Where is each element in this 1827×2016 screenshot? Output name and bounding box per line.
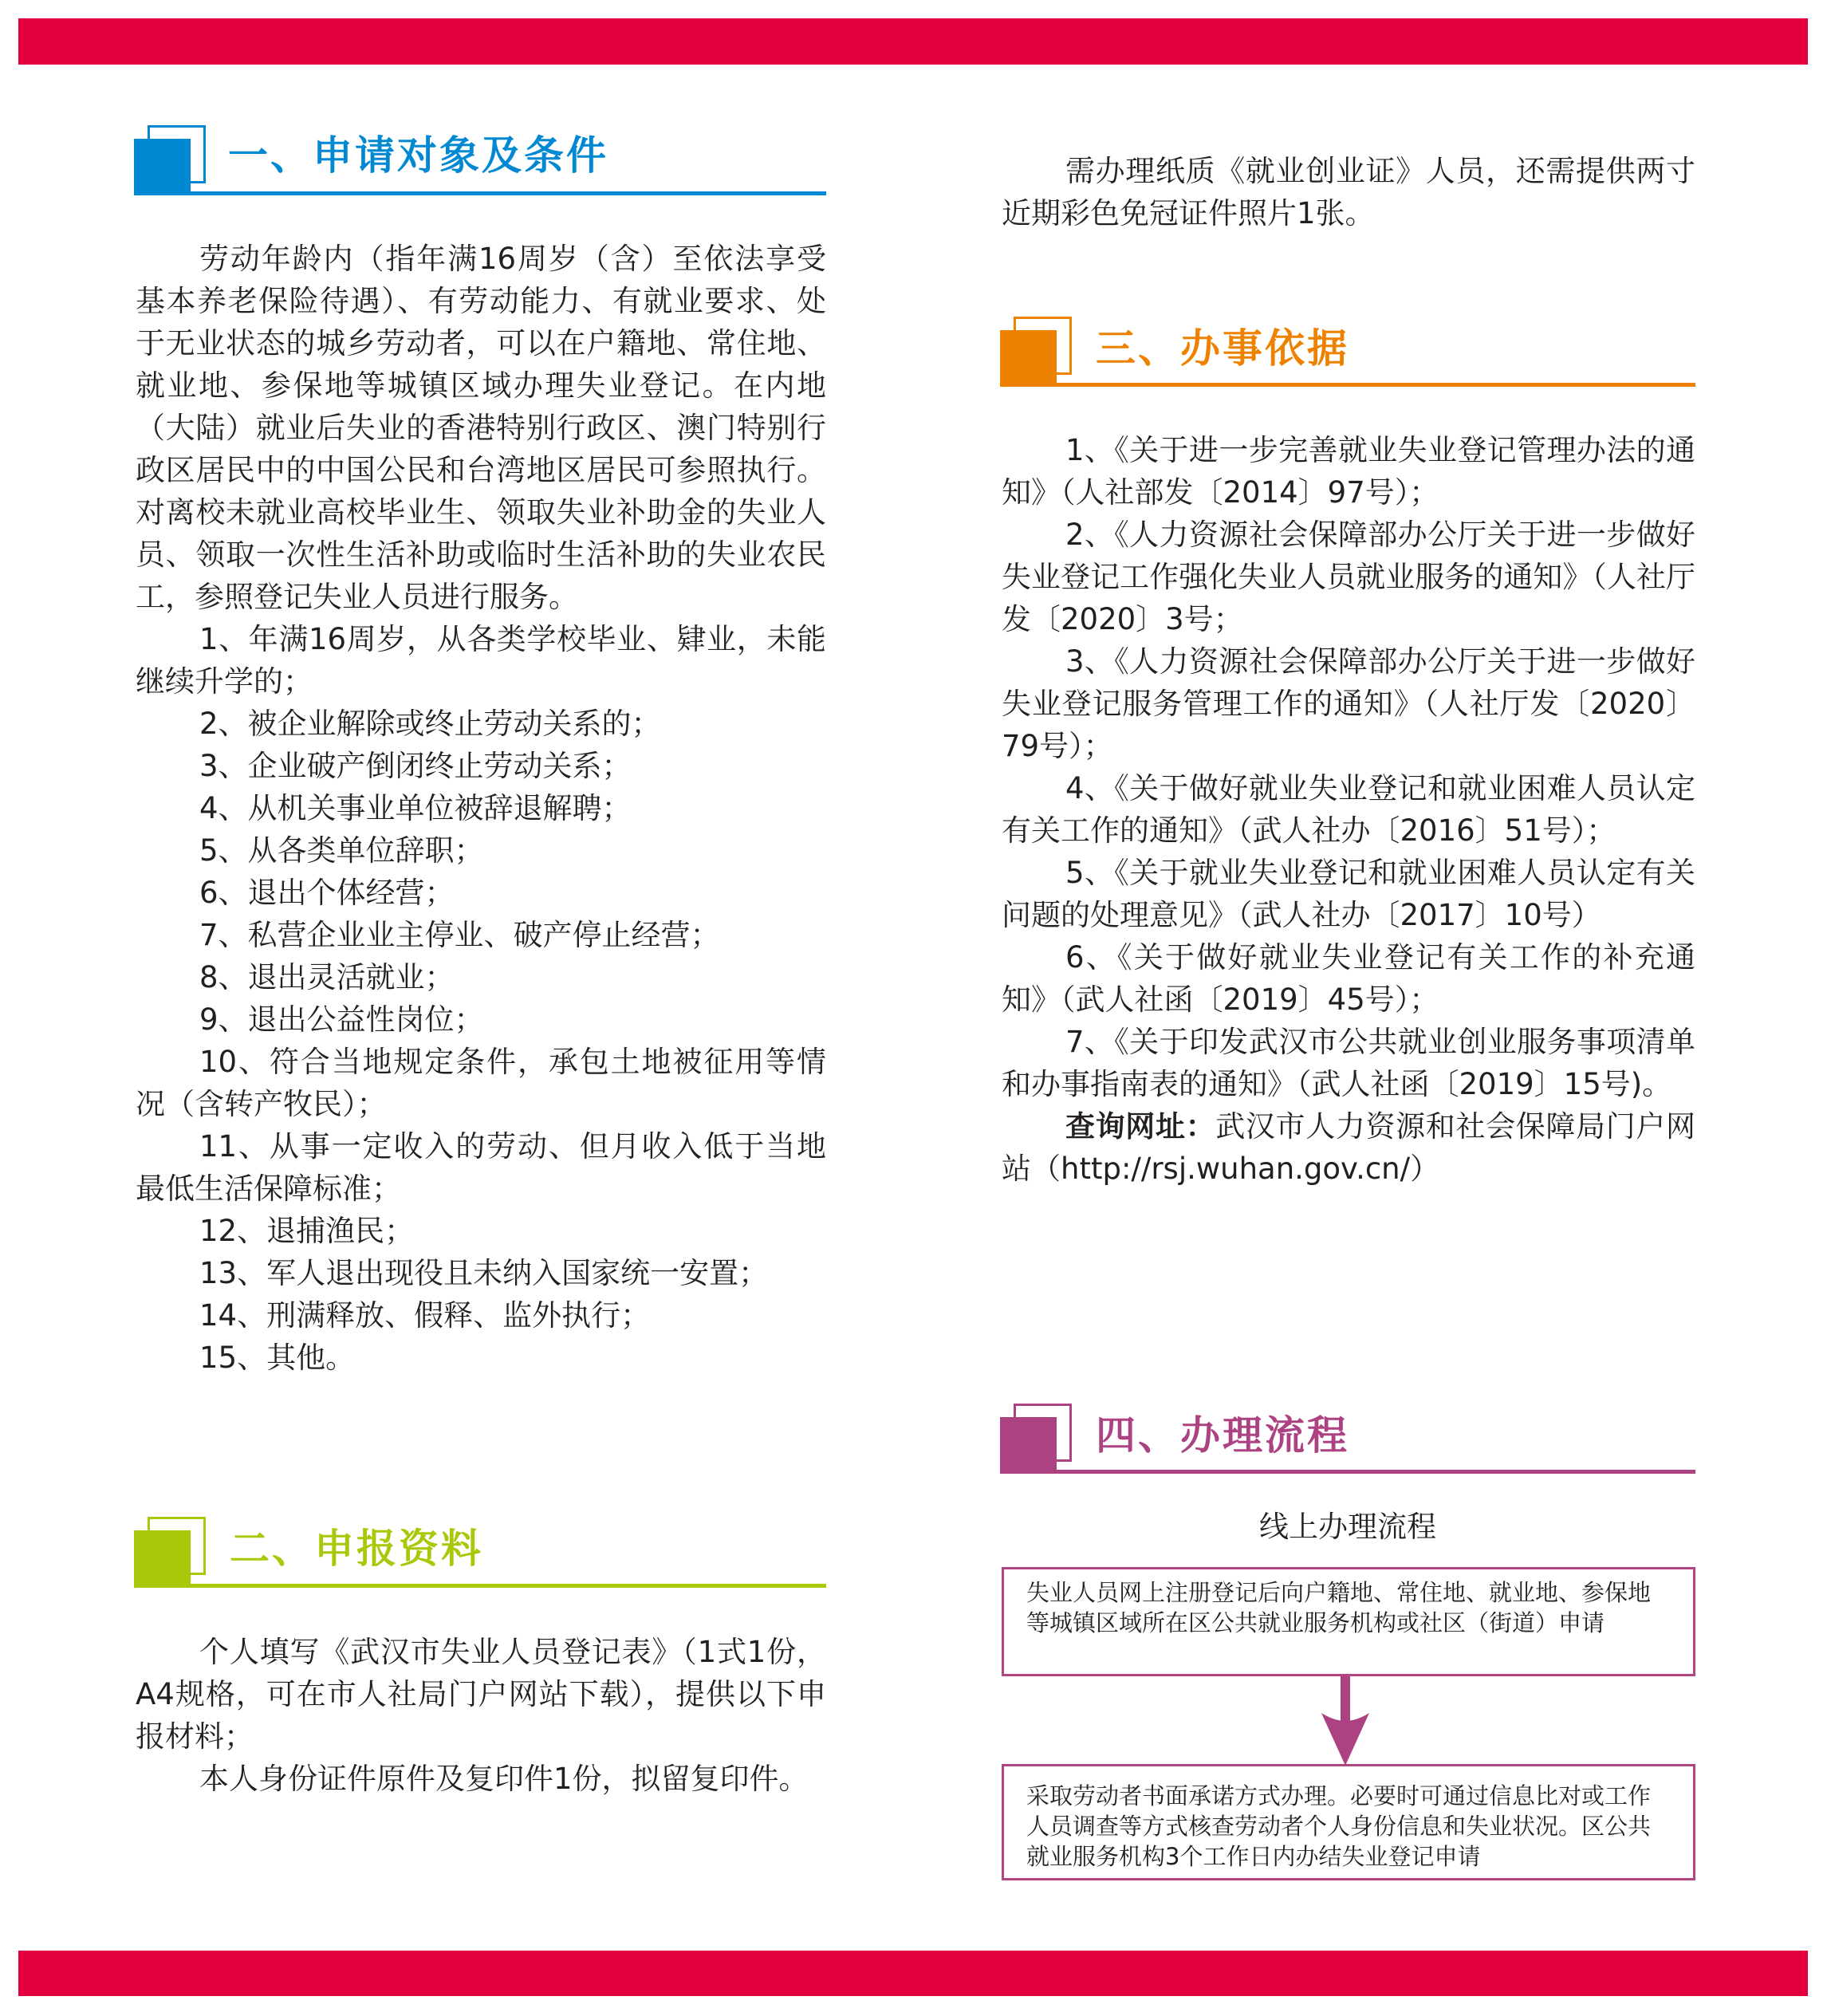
flow-step-box: 失业人员网上注册登记后向户籍地、常住地、就业地、参保地等城镇区域所在区公共就业服务机构或社区（街道）申请 xyxy=(1002,1567,1695,1676)
condition-item: 3、企业破产倒闭终止劳动关系； xyxy=(199,749,632,783)
section-title: 三、办事依据 xyxy=(1096,325,1349,372)
section-3-header xyxy=(1000,315,1695,387)
bottom-color-bar xyxy=(18,1951,1808,1996)
condition-item: 1、年满16周岁，从各类学校毕业、肄业，未能继续升学的； xyxy=(136,622,826,699)
top-color-bar xyxy=(18,18,1808,65)
condition-item: 9、退出公益性岗位； xyxy=(199,1002,484,1037)
section-title: 一、申请对象及条件 xyxy=(228,132,608,179)
section-underline xyxy=(134,191,826,195)
arrow-shaft xyxy=(1341,1676,1350,1726)
condition-item: 13、军人退出现役且未纳入国家统一安置； xyxy=(199,1256,769,1290)
condition-item: 11、从事一定收入的劳动、但月收入低于当地最低生活保障标准； xyxy=(136,1129,826,1206)
condition-item: 8、退出灵活就业； xyxy=(199,960,455,994)
section-title: 二、申报资料 xyxy=(230,1526,483,1572)
condition-item: 6、退出个体经营； xyxy=(199,876,455,910)
section-marker-filled-icon xyxy=(134,139,191,195)
flow-step-box: 采取劳动者书面承诺方式办理。必要时可通过信息比对或工作人员调查等方式核查劳动者个人身份信息和失业状况。区公共就业服务机构3个工作日内办结失业登记申请 xyxy=(1002,1764,1695,1880)
condition-list xyxy=(136,618,826,1379)
section-underline xyxy=(1000,1470,1695,1474)
condition-item: 12、退捕渔民； xyxy=(199,1214,415,1248)
section-title: 四、办理流程 xyxy=(1096,1412,1349,1459)
section-4-header xyxy=(1000,1402,1695,1474)
section-2-header xyxy=(134,1515,826,1587)
basis-item: 3、《人力资源社会保障部办公厅关于进一步做好失业登记服务管理工作的通知》（人社厅发〔2020〕79号）； xyxy=(1002,644,1695,763)
materials-paragraph: 个人填写《武汉市失业人员登记表》（1式1份，A4规格，可在市人社局门户网站下载），提供以下申报材料； xyxy=(136,1635,826,1754)
basis-item: 4、《关于做好就业失业登记和就业困难人员认定有关工作的通知》（武人社办〔2016〕51号）； xyxy=(1002,771,1695,848)
section-2-body xyxy=(136,1631,826,1800)
materials-paragraph: 本人身份证件原件及复印件1份，拟留复印件。 xyxy=(199,1762,809,1796)
basis-item: 7、《关于印发武汉市公共就业创业服务事项清单和办事指南表的通知》（武人社函〔2019〕15号)。 xyxy=(1002,1025,1695,1101)
condition-item: 14、刑满释放、假释、监外执行； xyxy=(199,1298,651,1333)
section-marker-filled-icon xyxy=(1000,330,1057,387)
query-url-paragraph xyxy=(1002,1105,1695,1190)
section-marker-filled-icon xyxy=(134,1530,191,1587)
condition-item: 10、符合当地规定条件，承包土地被征用等情况（含转产牧民）； xyxy=(136,1045,826,1121)
basis-item: 5、《关于就业失业登记和就业困难人员认定有关问题的处理意见》（武人社办〔2017〕10号） xyxy=(1002,856,1695,932)
section-marker-filled-icon xyxy=(1000,1417,1057,1474)
section-1-body xyxy=(136,238,826,1379)
section-3-body xyxy=(1002,429,1695,1190)
section-underline xyxy=(1000,383,1695,387)
query-label: 查询网址： xyxy=(1065,1109,1216,1144)
section-1-header xyxy=(134,124,826,195)
intro-paragraph: 劳动年龄内（指年满16周岁（含）至依法享受基本养老保险待遇）、有劳动能力、有就业要求、处于无业状态的城乡劳动者，可以在户籍地、常住地、就业地、参保地等城镇区域办理失业登记。在内地（大陆）就业后失业的香港特别行政区、澳门特别行政区居民中的中国公民和台湾地区居民可参照执行。对离校未就业高校毕业生、领取失业补助金的失业人员、领取一次性生活补助或临时生活补助的失业农民工，参照登记失业人员进行服务。 xyxy=(136,242,826,614)
query-url-link[interactable]: 武汉市人力资源和社会保障局门户网站（http://rsj.wuhan.gov.cn/） xyxy=(1002,1109,1695,1186)
basis-item: 2、《人力资源社会保障部办公厅关于进一步做好失业登记工作强化失业人员就业服务的通知》（人社厅发〔2020〕3号； xyxy=(1002,518,1695,636)
condition-item: 5、从各类单位辞职； xyxy=(199,833,484,868)
condition-item: 7、私营企业业主停业、破产停止经营； xyxy=(199,918,720,952)
basis-item: 6、《关于做好就业失业登记有关工作的补充通知》（武人社函〔2019〕45号）； xyxy=(1002,940,1695,1017)
section-underline xyxy=(134,1584,826,1588)
flow-title: 线上办理流程 xyxy=(1259,1510,1436,1544)
section-2-continued xyxy=(1002,150,1695,234)
condition-item: 15、其他。 xyxy=(199,1341,356,1375)
arrow-down-icon xyxy=(1320,1676,1371,1767)
basis-item: 1、《关于进一步完善就业失业登记管理办法的通知》（人社部发〔2014〕97号）； xyxy=(1002,433,1695,510)
condition-item: 2、被企业解除或终止劳动关系的； xyxy=(199,707,661,741)
condition-item: 4、从机关事业单位被辞退解聘； xyxy=(199,791,632,825)
materials-paragraph: 需办理纸质《就业创业证》人员，还需提供两寸近期彩色免冠证件照片1张。 xyxy=(1002,154,1695,230)
